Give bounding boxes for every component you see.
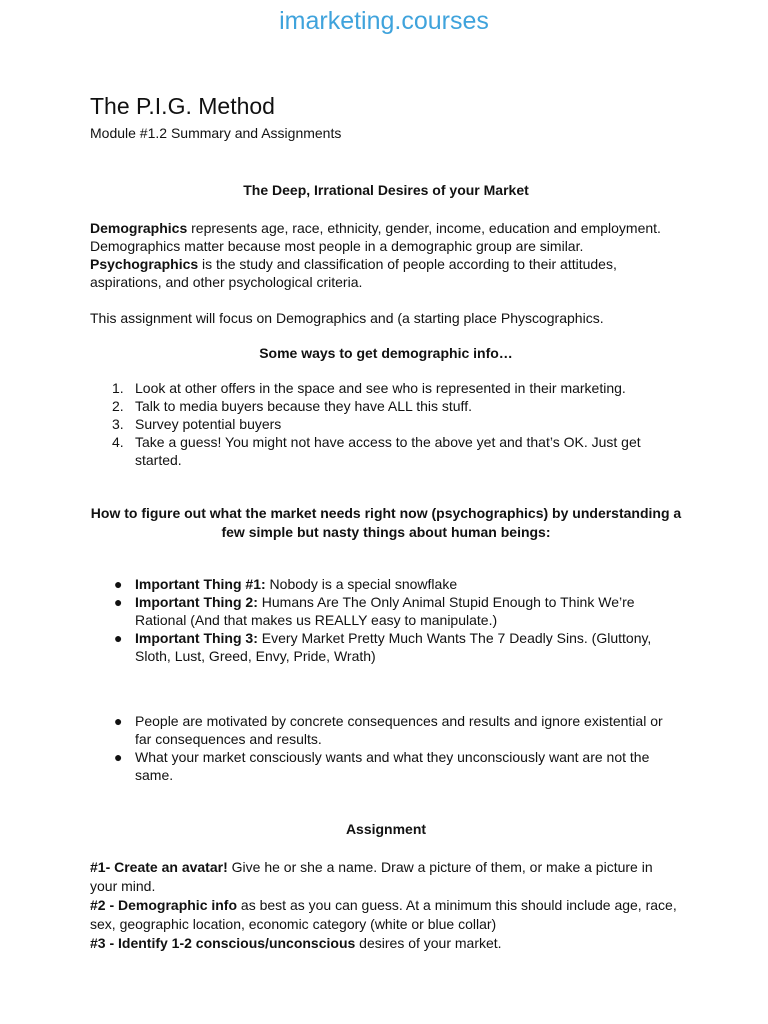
list-item [90, 415, 682, 433]
list-number: 4. [112, 434, 124, 450]
demographics-text: represents age, race, ethnicity, gender, income, education and employment. Demographics matter because most people in a demographic group are similar. [90, 220, 661, 254]
thing-label: Important Thing 2: [135, 594, 258, 610]
psychographics-term: Psychographics [90, 256, 199, 272]
demographics-paragraph [90, 219, 682, 291]
list-number: 3. [112, 416, 124, 432]
list-number: 2. [112, 398, 124, 414]
list-item-text: Talk to media buyers because they have ALL this stuff. [135, 398, 472, 414]
section-heading-desires: The Deep, Irrational Desires of your Market [243, 182, 529, 198]
assignment-block [90, 858, 682, 953]
bullet-icon: ● [114, 594, 123, 610]
list-item [90, 748, 682, 784]
thing-text: Every Market Pretty Much Wants The 7 Deadly Sins. (Gluttony, Sloth, Lust, Greed, Envy, Pride, Wrath) [135, 630, 652, 664]
thing-label: Important Thing #1: [135, 576, 266, 592]
thing-label: Important Thing 3: [135, 630, 258, 646]
note-text: People are motivated by concrete consequences and results and ignore existential or far consequences and results. [135, 713, 663, 747]
assignment-item [90, 858, 682, 896]
assignment-item [90, 896, 682, 934]
assignment-text: as best as you can guess. At a minimum this should include age, race, sex, geographic location, economic category (white or blue collar) [90, 897, 677, 932]
page-subtitle: Module #1.2 Summary and Assignments [90, 125, 342, 141]
ways-list [90, 379, 682, 469]
list-item [90, 712, 682, 748]
site-header[interactable]: imarketing.courses [279, 7, 489, 35]
psychographics-text: is the study and classification of people according to their attitudes, aspirations, and other psychological criteria. [90, 256, 617, 290]
bullet-icon: ● [114, 576, 123, 592]
list-item [90, 575, 682, 593]
demographics-term: Demographics [90, 220, 188, 236]
list-number: 1. [112, 380, 124, 396]
important-things-list [90, 575, 682, 665]
list-item [90, 379, 682, 397]
list-item [90, 593, 682, 629]
assignment-label: #2 - Demographic info [90, 897, 238, 913]
section-heading-psychographics: How to figure out what the market needs right now (psychographics) by understanding a few simple but nasty things about human beings: [90, 505, 682, 540]
assignment-label: #1- Create an avatar! [90, 859, 228, 875]
list-item-text: Look at other offers in the space and see who is represented in their marketing. [135, 380, 626, 396]
page-title: The P.I.G. Method [90, 93, 275, 119]
document-body [90, 90, 682, 953]
note-text: What your market consciously wants and what they unconsciously want are not the same. [135, 749, 650, 783]
section-heading-assignment: Assignment [345, 821, 427, 837]
section-heading-ways: Some ways to get demographic info… [259, 345, 513, 361]
list-item [90, 433, 682, 469]
assignment-focus-paragraph: This assignment will focus on Demographics and (a starting place Physcographics. [90, 310, 604, 326]
thing-text: Nobody is a special snowflake [265, 576, 458, 592]
assignment-item [90, 934, 682, 953]
list-item-text: Take a guess! You might not have access to the above yet and that’s OK. Just get started. [135, 434, 641, 468]
assignment-text: Give he or she a name. Draw a picture of them, or make a picture in your mind. [90, 859, 653, 894]
assignment-text: desires of your market. [355, 935, 502, 951]
thing-text: Humans Are The Only Animal Stupid Enough to Think We’re Rational (And that makes us REALLY easy to manipulate.) [135, 594, 635, 628]
notes-list [90, 712, 682, 784]
list-item [90, 397, 682, 415]
bullet-icon: ● [114, 713, 123, 729]
list-item-text: Survey potential buyers [135, 416, 282, 432]
list-item [90, 629, 682, 665]
bullet-icon: ● [114, 749, 123, 765]
bullet-icon: ● [114, 630, 123, 646]
assignment-label: #3 - Identify 1-2 conscious/unconscious [90, 935, 356, 951]
